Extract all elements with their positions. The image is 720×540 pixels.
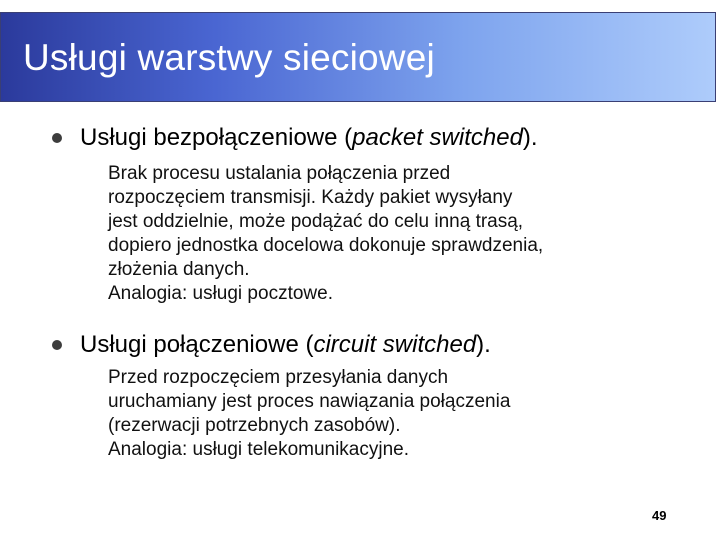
detail-line: Analogia: usługi pocztowe. xyxy=(108,283,333,304)
slide-title: Usługi warstwy sieciowej xyxy=(23,37,435,78)
detail-line: Analogia: usługi telekomunikacyjne. xyxy=(108,439,410,460)
bullet-label-text: Usługi bezpołączeniowe ( xyxy=(80,124,353,151)
bullet-label-italic: circuit switched xyxy=(313,331,477,358)
detail-line: uruchamiany jest proces nawiązania połączenia xyxy=(108,391,511,412)
bullet-label-italic: packet switched xyxy=(352,124,523,151)
detail-line: Przed rozpoczęciem przesyłania danych xyxy=(108,367,449,388)
page-number: 49 xyxy=(652,508,667,523)
detail-line: dopiero jednostka docelowa dokonuje sprawdzenia, xyxy=(108,235,544,256)
bullet-label xyxy=(80,124,538,152)
bullet-icon xyxy=(52,340,62,350)
detail-line: jest oddzielnie, może podążać do celu inną trasą, xyxy=(108,211,524,232)
detail-line: (rezerwacji potrzebnych zasobów). xyxy=(108,415,401,436)
detail-line: złożenia danych. xyxy=(108,259,250,280)
bullet-label-suffix: ). xyxy=(476,331,491,358)
bullet-icon xyxy=(52,133,62,143)
bullet-details-connectionless xyxy=(108,162,678,306)
detail-line: Brak procesu ustalania połączenia przed xyxy=(108,163,451,184)
detail-line: rozpoczęciem transmisji. Każdy pakiet wysyłany xyxy=(108,187,513,208)
bullet-label-text: Usługi połączeniowe ( xyxy=(80,331,314,358)
bullet-label-suffix: ). xyxy=(522,124,538,151)
bullet-details-connection-oriented xyxy=(108,366,678,462)
bullet-label xyxy=(80,331,491,359)
